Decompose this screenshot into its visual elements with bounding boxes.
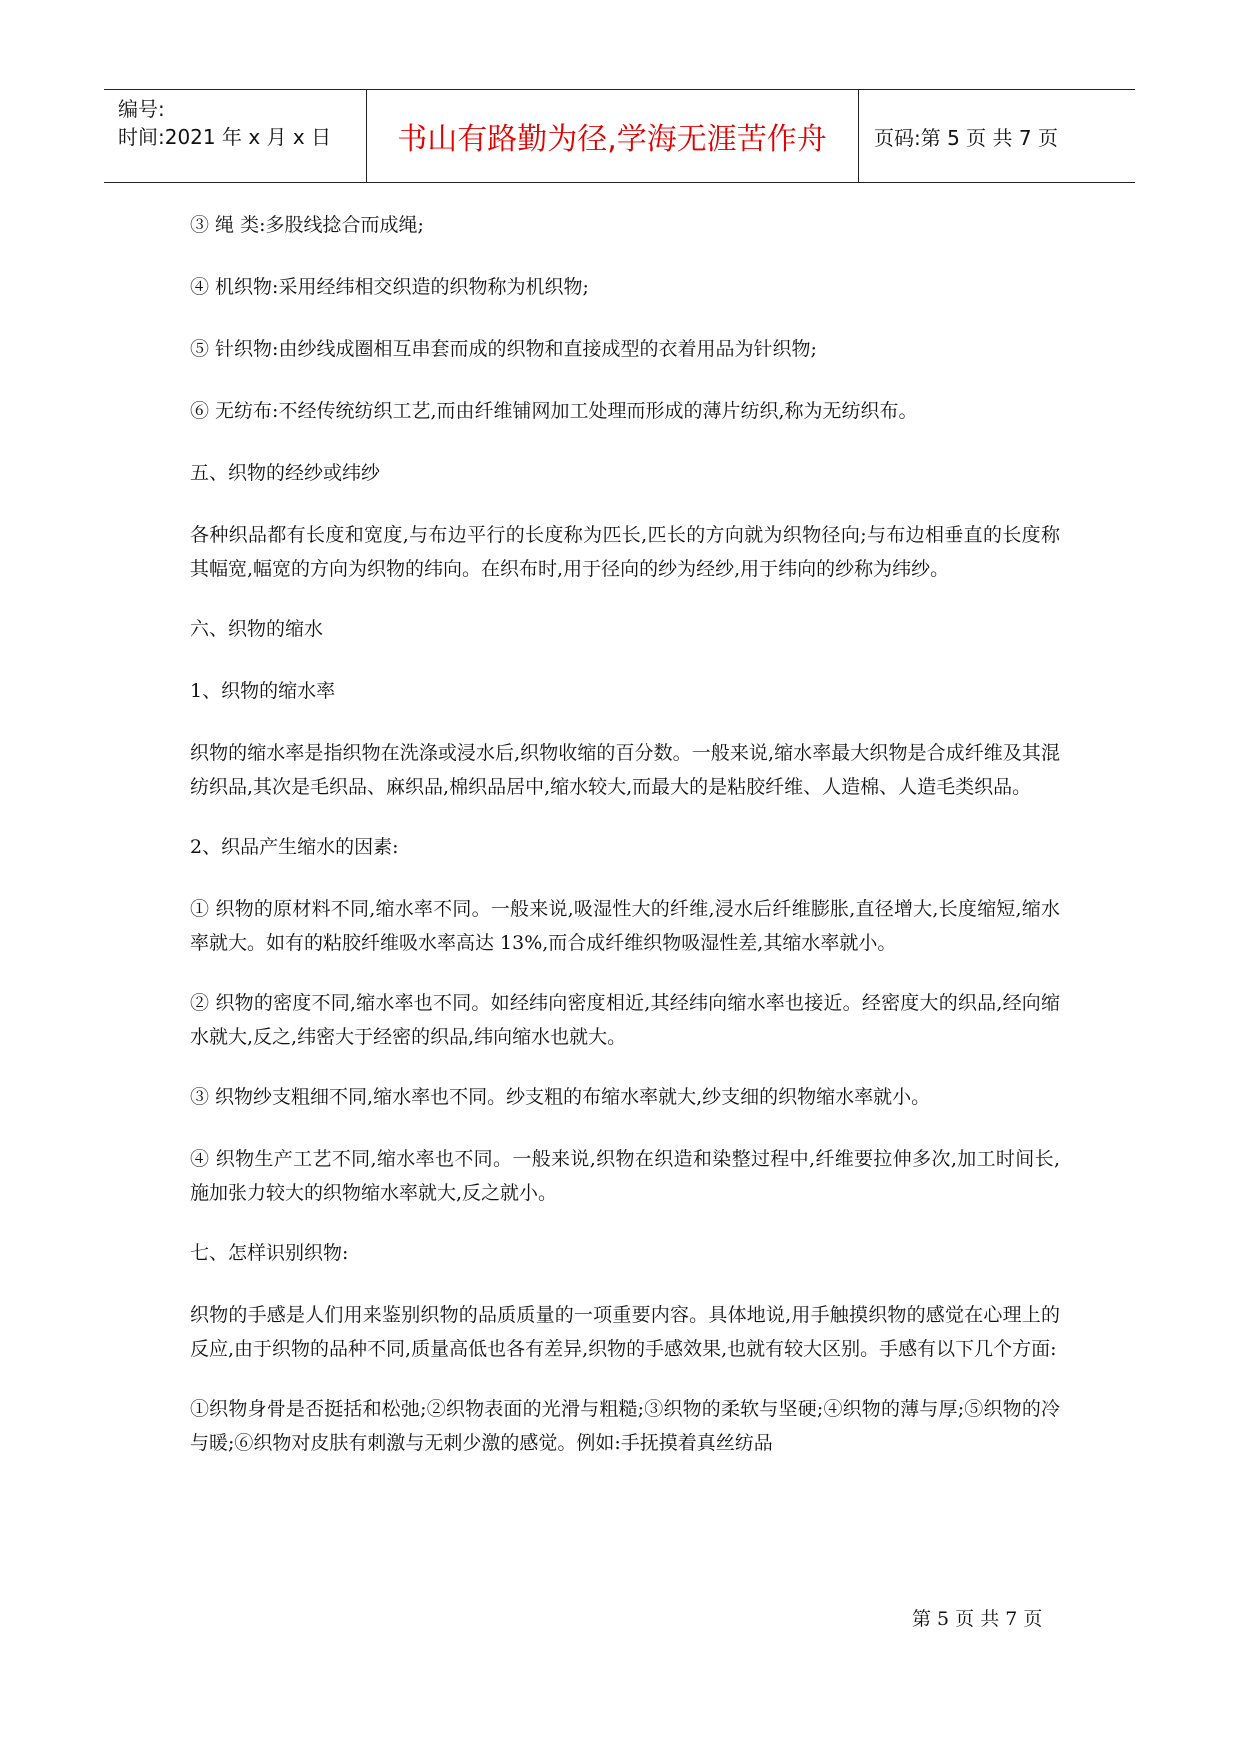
header-meta xyxy=(118,95,331,151)
page-footer: 第 5 页 共 7 页 xyxy=(912,1608,1043,1630)
paragraph: ③ 绳 类:多股线捻合而成绳; xyxy=(190,214,424,236)
paragraph: 织物的手感是人们用来鉴别织物的品质质量的一项重要内容。具体地说,用手触摸织物的感觉在心理上的反应,由于织物的品种不同,质量高低也各有差异,织物的手感效果,也就有较大区别。手感有以下几个方面: xyxy=(190,1304,1060,1360)
header-page-info: 页码:第 5 页 共 7 页 xyxy=(874,125,1058,150)
section-heading: 五、织物的经纱或纬纱 xyxy=(190,462,381,484)
paragraph: ③ 织物纱支粗细不同,缩水率也不同。纱支粗的布缩水率就大,纱支细的织物缩水率就小。 xyxy=(190,1086,931,1108)
paragraph: ④ 机织物:采用经纬相交织造的织物称为机织物; xyxy=(190,276,589,298)
paragraph: 织物的缩水率是指织物在洗涤或浸水后,织物收缩的百分数。一般来说,缩水率最大织物是合成纤维及其混纺织品,其次是毛织品、麻织品,棉织品居中,缩水较大,而最大的是粘胶纤维、人造棉、人造毛类织品。 xyxy=(190,742,1060,798)
page-header xyxy=(104,89,1135,183)
header-motto: 书山有路勤为径,学海无涯苦作舟 xyxy=(397,122,827,157)
paragraph: ⑥ 无纺布:不经传统纺织工艺,而由纤维铺网加工处理而形成的薄片纺织,称为无纺织布。 xyxy=(190,400,918,422)
header-divider xyxy=(858,90,859,182)
paragraph: ① 织物的原材料不同,缩水率不同。一般来说,吸湿性大的纤维,浸水后纤维膨胀,直径增大,长度缩短,缩水率就大。如有的粘胶纤维吸水率高达 13%,而合成纤维织物吸湿性差,其缩水率就小。 xyxy=(190,898,1060,954)
document-body xyxy=(190,208,1060,1486)
paragraph: 各种织品都有长度和宽度,与布边平行的长度称为匹长,匹长的方向就为织物径向;与布边相垂直的长度称其幅宽,幅宽的方向为织物的纬向。在织布时,用于径向的纱为经纱,用于纬向的纱称为纬纱。 xyxy=(190,524,1060,580)
document-number-label: 编号: xyxy=(118,97,165,121)
paragraph: ④ 织物生产工艺不同,缩水率也不同。一般来说,织物在织造和染整过程中,纤维要拉伸多次,加工时间长,施加张力较大的织物缩水率就大,反之就小。 xyxy=(190,1148,1060,1204)
section-heading: 六、织物的缩水 xyxy=(190,618,324,640)
paragraph: ② 织物的密度不同,缩水率也不同。如经纬向密度相近,其经纬向缩水率也接近。经密度大的织品,经向缩水就大,反之,纬密大于经密的织品,纬向缩水也就大。 xyxy=(190,992,1060,1048)
paragraph: ①织物身骨是否挺括和松弛;②织物表面的光滑与粗糙;③织物的柔软与坚硬;④织物的薄与厚;⑤织物的冷与暖;⑥织物对皮肤有刺激与无刺少激的感觉。例如:手抚摸着真丝纺品 xyxy=(190,1398,1060,1454)
document-time-label: 时间:2021 年 x 月 x 日 xyxy=(118,125,332,149)
subsection-heading: 1、织物的缩水率 xyxy=(190,680,336,702)
subsection-heading: 2、织品产生缩水的因素: xyxy=(190,836,399,858)
section-heading: 七、怎样识别织物: xyxy=(190,1242,349,1264)
paragraph: ⑤ 针织物:由纱线成圈相互串套而成的织物和直接成型的衣着用品为针织物; xyxy=(190,338,817,360)
